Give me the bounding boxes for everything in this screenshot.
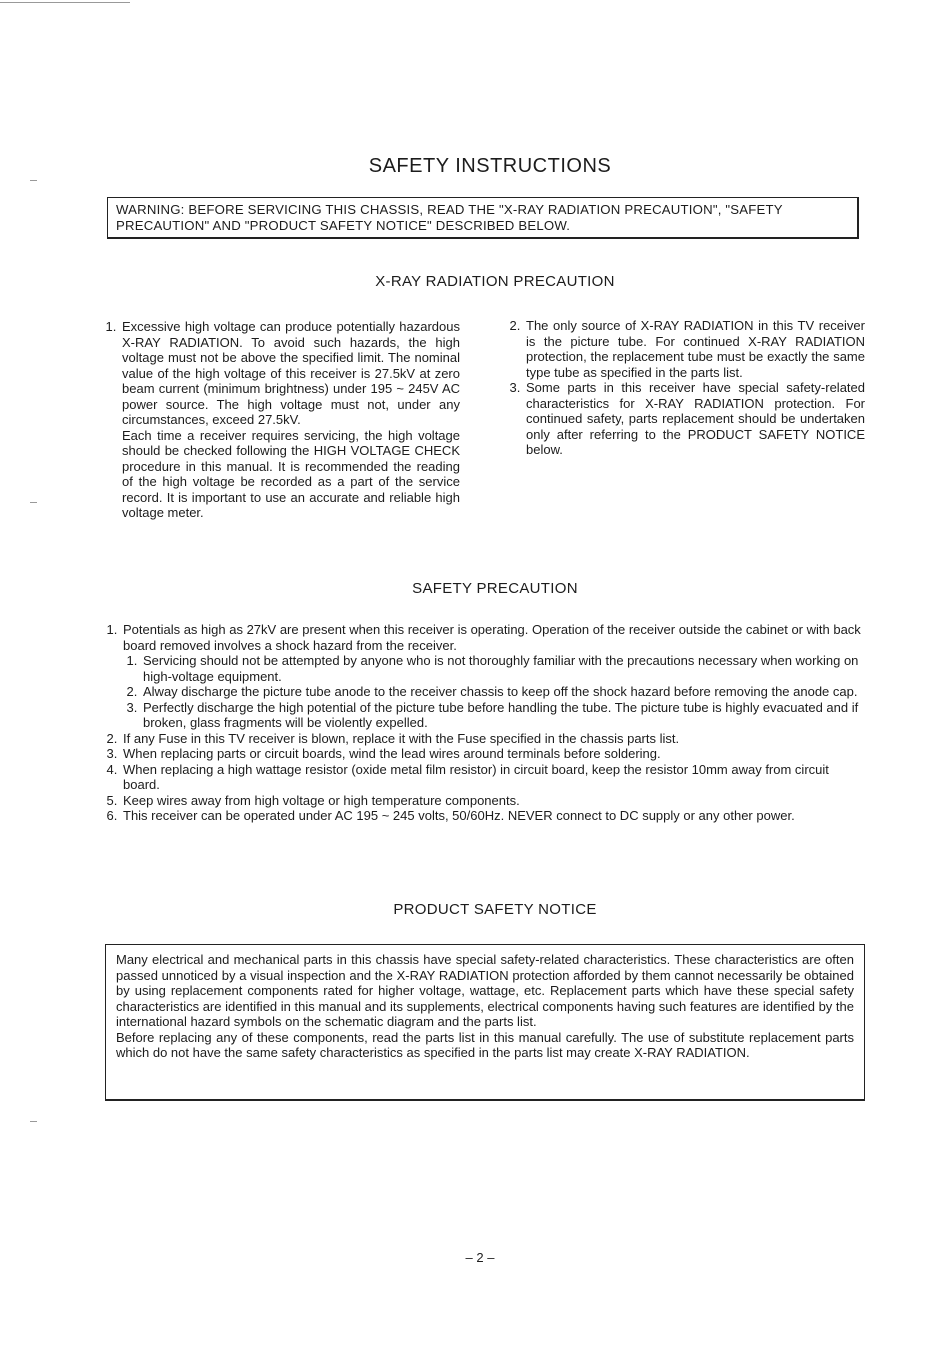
xray-item-2: 2. The only source of X-RAY RADIATION in this TV receiver is the picture tube. For continued X-RAY RADIATION protection, the replacement tube must be exactly the same type tube as specified in the parts list. <box>524 318 865 380</box>
safety-sub-item-3: 3. Perfectly discharge the high potential of the picture tube before handling the tube. The picture tube is highly evacuated and if broken, glass fragments will be violently expelled. <box>141 700 863 731</box>
safety-sub-item-1: 1. Servicing should not be attempted by anyone who is not thoroughly familiar with the precautions necessary when working on high-voltage equipment. <box>141 653 863 684</box>
safety-item-2: 2. If any Fuse in this TV receiver is blown, replace it with the Fuse specified in the chassis parts list. <box>121 731 863 747</box>
scan-top-line <box>0 2 130 3</box>
safety-sub-item-2: 2. Alway discharge the picture tube anode to the receiver chassis to keep off the shock hazard before removing the anode cap. <box>141 684 863 700</box>
product-paragraph-1: Many electrical and mechanical parts in this chassis have special safety-related characteristics. These characteristics are often passed unnoticed by a visual inspection and the X-RAY RADIATION protection afforded by them cannot necessarily be obtained by using replacement components rated for higher voltage, wattage, etc. Replacement parts which have these special safety characteristics are identified in this manual and its supplements, electrical components having such features are identified by the international hazard symbols on the schematic diagram and the parts list. <box>116 952 854 1029</box>
scan-margin-mark <box>30 502 37 503</box>
xray-item-1 <box>120 319 460 521</box>
safety-item-4: 4. When replacing a high wattage resistor (oxide metal film resistor) in circuit board, keep the resistor 10mm away from circuit board. <box>121 762 863 793</box>
xray-item-1-continued: Each time a receiver requires servicing, the high voltage should be checked following the HIGH VOLTAGE CHECK procedure in this manual. It is recommended the reading of the high voltage be recorded as a part of the service record. It is important to use an accurate and reliable high voltage meter. <box>122 427 460 520</box>
safety-item-3: 3. When replacing parts or circuit boards, wind the lead wires around terminals before soldering. <box>121 746 863 762</box>
page-number: – 2 – <box>465 1250 495 1265</box>
xray-item-1-text: 1. Excessive high voltage can produce potentially hazardous X-RAY RADIATION. To avoid such hazards, the high voltage must not be above the specified limit. The nominal value of the high voltage of this receiver is 27.5kV at zero beam current (minimum brightness) under 195 ~ 245V AC power source. The high voltage must not, under any circumstances, exceed 27.5kV. <box>122 319 460 427</box>
safety-heading: SAFETY PRECAUTION <box>412 580 578 597</box>
scan-margin-mark <box>30 1121 37 1122</box>
warning-label: WARNING: <box>116 202 185 217</box>
xray-right-column <box>506 318 865 458</box>
safety-item-6: 6. This receiver can be operated under AC 195 ~ 245 volts, 50/60Hz. NEVER connect to DC supply or any other power. <box>121 808 863 824</box>
page-title: SAFETY INSTRUCTIONS <box>368 155 612 177</box>
scan-margin-mark <box>30 180 37 181</box>
xray-left-column <box>102 319 460 521</box>
safety-list <box>103 622 863 824</box>
product-notice-box <box>105 944 865 1101</box>
warning-box <box>107 197 859 239</box>
xray-item-3: 3. Some parts in this receiver have special safety-related characteristics for X-RAY RADIATION protection. For continued safety, parts replacement should be undertaken only after referring to the PRODUCT SAFETY NOTICE below. <box>524 380 865 458</box>
warning-text: BEFORE SERVICING THIS CHASSIS, READ THE "X-RAY RADIATION PRECAUTION", "SAFETY PRECAUTION" AND "PRODUCT SAFETY NOTICE" DESCRIBED BELOW. <box>116 202 783 233</box>
product-heading: PRODUCT SAFETY NOTICE <box>393 901 597 918</box>
xray-heading: X-RAY RADIATION PRECAUTION <box>375 273 615 290</box>
safety-item-1 <box>121 622 863 731</box>
safety-item-1-text: Potentials as high as 27kV are present when this receiver is operating. Operation of the receiver outside the cabinet or with back board removed involves a shock hazard from the receiver. <box>123 622 861 653</box>
product-paragraph-2: Before replacing any of these components, read the parts list in this manual carefully. The use of substitute replacement parts which do not have the same safety characteristics as specified in the parts list may create X-RAY RADIATION. <box>116 1029 854 1060</box>
safety-item-5: 5. Keep wires away from high voltage or high temperature components. <box>121 793 863 809</box>
